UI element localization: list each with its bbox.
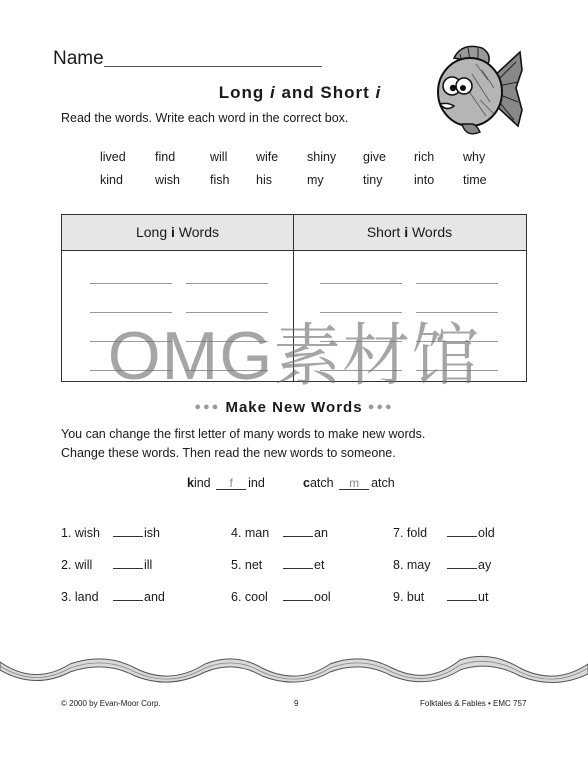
long-i-answer-line[interactable] (90, 283, 172, 284)
word-bank-word: will (210, 150, 228, 164)
word-bank-word: my (307, 173, 324, 187)
answer-blank[interactable] (447, 590, 477, 601)
word-bank-word: tiny (363, 173, 383, 187)
exercise-item: 5. net et (231, 558, 325, 572)
word-bank-word: rich (414, 150, 435, 164)
exercise-item: 1. wish ish (61, 526, 160, 540)
word-bank-word: time (463, 173, 487, 187)
exercise-item: 4. man an (231, 526, 328, 540)
answer-blank[interactable] (283, 590, 313, 601)
answer-blank[interactable] (447, 526, 477, 537)
example-answer: m (339, 477, 369, 490)
answer-blank[interactable] (283, 558, 313, 569)
exercise-item: 7. fold old (393, 526, 495, 540)
word-bank-word: lived (100, 150, 126, 164)
exercise-item: 9. but ut (393, 590, 489, 604)
instructions-line-1: You can change the first letter of many words to make new words. (61, 427, 426, 441)
long-i-answer-line[interactable] (186, 283, 268, 284)
word-bank-word: find (155, 150, 176, 164)
exercise-item: 3. land and (61, 590, 165, 604)
answer-blank[interactable] (113, 590, 143, 601)
word-bank-word: give (363, 150, 386, 164)
wave-border-decoration (0, 646, 588, 688)
exercise-item: 6. cool ool (231, 590, 331, 604)
word-bank-word: kind (100, 173, 123, 187)
watermark: OMG素材馆 (107, 318, 481, 394)
short-i-answer-line[interactable] (320, 283, 402, 284)
decorative-dots: ●●● (367, 401, 394, 413)
word-bank-word: why (463, 150, 486, 164)
word-bank-word: his (256, 173, 272, 187)
word-bank-word: into (414, 173, 435, 187)
footer-page-number: 9 (294, 699, 299, 708)
answer-blank[interactable] (113, 558, 143, 569)
fish-illustration (432, 40, 524, 140)
instructions: Read the words. Write each word in the correct box. (61, 111, 349, 125)
name-write-line[interactable] (104, 66, 322, 67)
name-label: Name (53, 48, 104, 69)
answer-blank[interactable] (447, 558, 477, 569)
footer-copyright: © 2000 by Evan-Moor Corp. (61, 699, 161, 708)
exercise-item: 2. will ill (61, 558, 153, 572)
example-1: kind f ind (187, 476, 265, 490)
example-answer: f (216, 477, 246, 490)
short-i-answer-line[interactable] (416, 283, 498, 284)
footer-book-info: Folktales & Fables • EMC 757 (420, 699, 527, 708)
long-i-header: Long i Words (135, 224, 220, 240)
decorative-dots: ●●● (194, 401, 221, 413)
example-2: catch m atch (303, 476, 395, 490)
word-bank-word: fish (210, 173, 230, 187)
section-heading-make-new-words: ●●● Make New Words ●●● (194, 399, 394, 416)
word-bank-word: shiny (307, 150, 337, 164)
word-bank-word: wife (256, 150, 279, 164)
answer-blank[interactable] (113, 526, 143, 537)
answer-blank[interactable] (283, 526, 313, 537)
worksheet-title: Long i and Short i (218, 83, 382, 102)
instructions-line-2: Change these words. Then read the new words to someone. (61, 446, 396, 460)
word-bank-word: wish (155, 173, 181, 187)
short-i-header: Short i Words (366, 224, 453, 240)
exercise-item: 8. may ay (393, 558, 492, 572)
